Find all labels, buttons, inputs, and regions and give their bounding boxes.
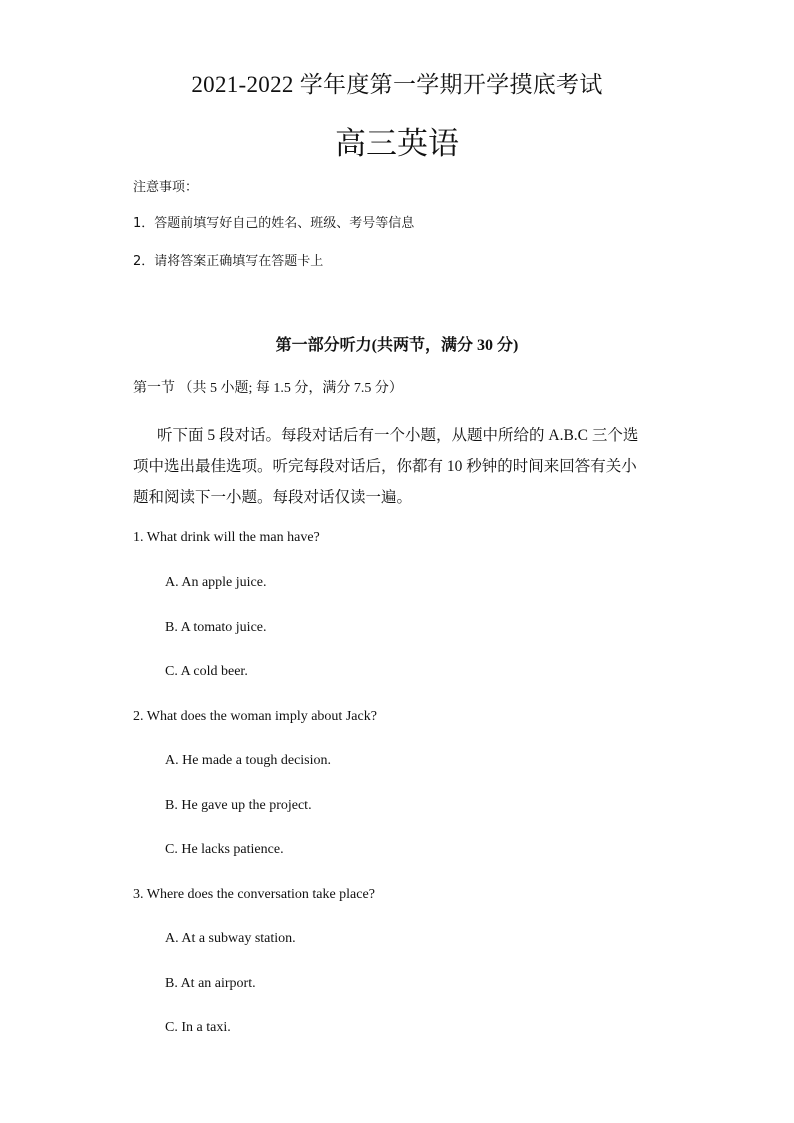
question-3-option-b: B. At an airport.: [165, 976, 256, 991]
exam-title: 2021-2022 学年度第一学期开学摸底考试: [191, 72, 603, 97]
question-2-stem: 2. What does the woman imply about Jack?: [133, 709, 377, 724]
note-item-1: 1．答题前填写好自己的姓名、班级、考号等信息: [133, 216, 415, 231]
instruction-line-3: 题和阅读下一小题。每段对话仅读一遍。: [133, 489, 413, 506]
instruction-line-2: 项中选出最佳选项。听完每段对话后，你都有 10 秒钟的时间来回答有关小: [133, 458, 637, 475]
question-3-option-a: A. At a subway station.: [165, 931, 296, 946]
part1-heading: 第一部分听力(共两节，满分 30 分): [275, 337, 519, 354]
note-item-2: 2．请将答案正确填写在答题卡上: [133, 254, 324, 269]
subject-title: 高三英语: [335, 126, 459, 161]
notes-heading: 注意事项：: [133, 180, 199, 195]
question-1-option-a: A. An apple juice.: [165, 575, 267, 590]
section1-heading: 第一节 （共 5 小题; 每 1.5 分，满分 7.5 分）: [133, 381, 403, 396]
instruction-line-1: 听下面 5 段对话。每段对话后有一个小题，从题中所给的 A.B.C 三个选: [157, 427, 639, 444]
question-2-option-b: B. He gave up the project.: [165, 798, 312, 813]
question-2-option-c: C. He lacks patience.: [165, 842, 284, 857]
question-3-stem: 3. Where does the conversation take place?: [133, 887, 375, 902]
listening-instructions: [133, 420, 663, 513]
question-2-option-a: A. He made a tough decision.: [165, 753, 332, 768]
question-3-option-c: C. In a taxi.: [165, 1020, 231, 1035]
question-1-option-c: C. A cold beer.: [165, 664, 248, 679]
question-1-stem: 1. What drink will the man have?: [133, 530, 320, 545]
question-1-option-b: B. A tomato juice.: [165, 620, 267, 635]
